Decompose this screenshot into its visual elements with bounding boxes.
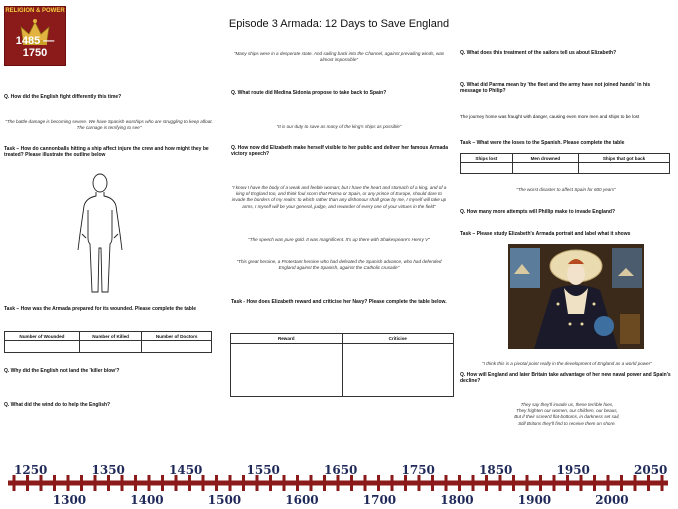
timeline-label-top: 1850 [479, 463, 513, 477]
men-drowned-cell[interactable] [512, 163, 578, 174]
timeline [0, 455, 678, 509]
timeline-label-bottom: 1700 [362, 493, 397, 507]
logo-title: RELIGION & POWER [5, 8, 65, 14]
question-english-fight: Q. How did the English fight differently this time? [4, 94, 122, 100]
page-title: Episode 3 Armada: 12 Days to Save England [228, 18, 450, 30]
quote-protestant-heroine: "This great heroine, a Protestant heroine who had defeated the Spanish advance, who had defended England against the Spanish, against the Catholic crusade" [236, 259, 442, 271]
men-drowned-header: Men drowned [512, 154, 578, 163]
task-cannonballs: Task – How do cannonballs hitting a ship affect injure the crew and how might they be treated? Please illustrate the outline below [4, 146, 209, 159]
task-spanish-losses: Task – What were the loses to the Spanish. Please complete the table [460, 140, 625, 146]
question-more-attempts: Q. How many more attempts will Phillip make to invade England? [460, 209, 616, 215]
poem-line: But if their screw'd flat-bottoms, in darkness set sail, [514, 414, 620, 420]
question-route: Q. What route did Medina Sidonia propose to take back to Spain? [231, 90, 387, 96]
armada-portrait-image [508, 244, 644, 349]
timeline-label-bottom: 1900 [517, 493, 552, 507]
timeline-label-bottom: 2000 [595, 493, 629, 507]
timeline-label-bottom: 1400 [130, 493, 164, 507]
doctors-header: Number of Doctors [142, 332, 212, 341]
task-armada-wounded: Task – How was the Armada prepared for its wounded. Please complete the table [4, 306, 196, 312]
quote-save-ships: "It is our duty to save as many of the king's ships as possible" [276, 124, 402, 129]
timeline-label-top: 1950 [556, 463, 590, 477]
timeline-label-top: 1250 [14, 463, 48, 477]
reward-header: Reward [231, 334, 343, 344]
quote-worst-disaster: "The worst disaster to affect Spain for 600 years" [516, 187, 616, 192]
timeline-label-bottom: 1600 [285, 493, 319, 507]
body-outline-figure [76, 172, 124, 296]
criticise-cell[interactable] [342, 344, 454, 397]
killed-cell[interactable] [79, 341, 141, 353]
wounded-table [4, 331, 212, 353]
timeline-label-top: 2050 [634, 463, 668, 477]
question-killer-blow: Q. Why did the English not land the 'killer blow'? [4, 368, 120, 374]
reward-cell[interactable] [231, 344, 343, 397]
question-parma-message: Q. What did Parma mean by 'the fleet and the army have not joined hands' in his message to Philip? [460, 82, 651, 95]
timeline-label-top: 1750 [401, 463, 435, 477]
wounded-header: Number of Wounded [5, 332, 80, 341]
task-reward-criticise: Task - How does Elizabeth reward and criticise her Navy? Please complete the table below. [231, 299, 447, 305]
reward-criticise-table [230, 333, 454, 397]
poem [460, 402, 674, 427]
timeline-label-top: 1350 [91, 463, 125, 477]
timeline-label-bottom: 1300 [52, 493, 87, 507]
quote-battle-damage: "The battle damage is becoming severe. We have Spanish warships who are struggling to keep afloat. The carnage is terrifying to see" [5, 119, 213, 131]
poem-line: Still Britons they'll find to receive them on shore. [518, 420, 616, 426]
quote-pure-gold: "The speech was pure gold. It was magnificent. It's up there with Shakespeare's Henry V" [248, 237, 430, 242]
criticise-header: Criticise [342, 334, 454, 344]
question-treatment-sailors: Q. What does this treatment of the sailors tell us about Elizabeth? [460, 50, 617, 56]
ships-back-cell[interactable] [579, 163, 670, 174]
logo-years: 1485 — 1750 [15, 35, 55, 59]
ships-back-header: Ships that got back [579, 154, 670, 163]
question-naval-power: Q. How will England and later Britain take advantage of her new naval power and Spain's decline? [460, 372, 671, 385]
timeline-label-bottom: 1500 [207, 493, 242, 507]
question-victory-speech: Q. How now did Elizabeth make herself visible to her public and deliver her famous Armada victory speech? [231, 145, 449, 158]
spanish-losses-table [460, 153, 670, 174]
quote-desperate-state: "Many ships were in a desperate state. And sailing back into the Channel, against prevailing winds, was almost impossible" [233, 51, 445, 63]
question-wind: Q. What did the wind do to help the English? [4, 402, 111, 408]
poem-line: They frighten our women, our children, our beaus, [516, 408, 618, 414]
doctors-cell[interactable] [142, 341, 212, 353]
quote-weak-feeble-woman: "I know I have the body of a weak and feeble woman; but I have the heart and stomach of a king, and of a king of England too, and think foul scorn that Parma or Spain, or any prince of Europe, should dare to invade the borders of my realm: to which rather than any dishonour shall grow by me, I myself will take up arms, I myself will be your general, judge, and rewarder of every one of your virtues in the field" [231, 185, 447, 209]
task-armada-portrait: Task – Please study Elizabeth's Armada portrait and label what it shows [460, 231, 631, 237]
timeline-label-top: 1550 [246, 463, 280, 477]
timeline-label-top: 1450 [169, 463, 203, 477]
timeline-label-top: 1650 [324, 463, 358, 477]
killed-header: Number of Killed [79, 332, 141, 341]
religion-power-logo [4, 6, 66, 66]
ships-lost-cell[interactable] [461, 163, 513, 174]
timeline-label-bottom: 1800 [440, 493, 474, 507]
ships-lost-header: Ships lost [461, 154, 513, 163]
wounded-cell[interactable] [5, 341, 80, 353]
journey-home-text: The journey home was fraught with danger, causing even more men and ships to be lost [460, 114, 640, 119]
poem-line: They say they'll invade us, these terrible foes, [520, 402, 614, 407]
quote-pivotal-point: "I think this is a pivotal point really in the development of England as a world power" [482, 361, 652, 366]
